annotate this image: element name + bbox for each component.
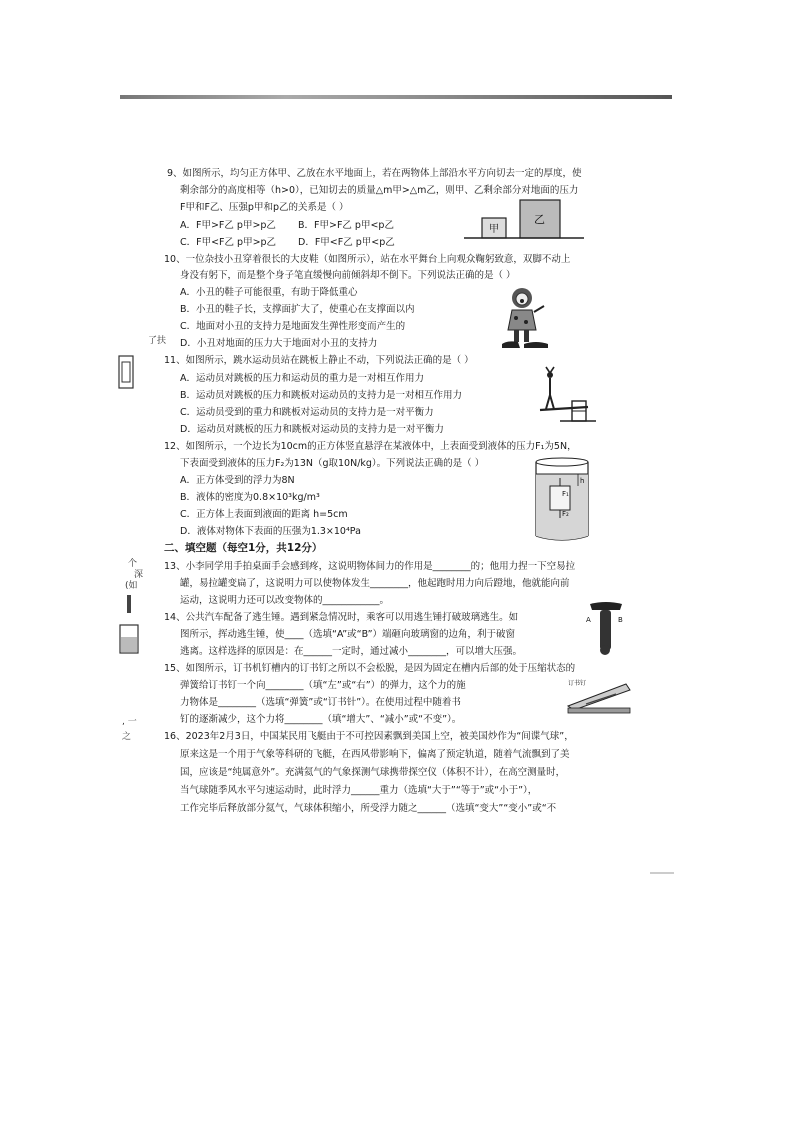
label-a: A [586,616,591,624]
diver-figure [538,365,598,425]
section-2-heading: 二、填空题（每空1分，共12分） [164,542,323,554]
question-12-option-a: A．正方体受到的浮力为8N [180,475,295,486]
question-11-option-d: D．运动员对跳板的压力和跳板对运动员的支持力是一对平衡力 [180,424,444,435]
question-16-text: 工作完毕后释放部分氦气，气球体积缩小，所受浮力随之______（选填“变大”“变小”或“不 [180,803,557,814]
question-13-text: 罐，易拉罐变扁了，这说明力可以使物体发生________，他起跑时用力向后蹬地，他就能向前 [180,578,570,589]
question-11-option-b: B．运动员对跳板的压力和跳板对运动员的支持力是一对相互作用力 [180,390,463,401]
stapler-label: 订书钉 [568,680,587,687]
question-9-option-a: A．F甲>F乙 p甲>p乙 [180,220,276,231]
question-10-option-d: D．小丑对地面的压力大于地面对小丑的支持力 [180,338,378,349]
question-10-option-c: C．地面对小丑的支持力是地面发生弹性形变而产生的 [180,321,406,332]
escape-hammer-figure [586,600,626,656]
f1-label: F₁ [562,490,569,498]
clown-figure [498,286,554,350]
margin-fragment: (如 [125,581,138,591]
scan-top-edge [120,95,672,99]
question-9-option-c: C．F甲<F乙 p甲>p乙 [180,237,277,248]
cubes-figure [462,196,590,242]
question-11-option-c: C．运动员受到的重力和跳板对运动员的支持力是一对平衡力 [180,407,434,418]
margin-fragment: 了扶 [148,336,167,346]
question-13-text: 运动，这说明力还可以改变物体的____________。 [180,595,390,606]
question-11-text: 11、如图所示，跳水运动员站在跳板上静止不动，下列说法正确的是（ ） [164,355,474,366]
margin-fragment: , 一 [122,717,137,727]
question-12-text: 下表面受到液体的压力F₂为13N（g取10N/kg）。下列说法正确的是（ ） [180,458,485,469]
question-14-text: 14、公共汽车配备了逃生锤。遇到紧急情况时，乘客可以用逃生锤打破玻璃逃生。如 [164,612,519,623]
margin-partial-figure [118,595,140,655]
question-13-text: 13、小李同学用手拍桌面手会感到疼，这说明物体间力的作用是________的；他用力捏一下空易拉 [164,561,576,572]
question-14-text: 图所示，挥动逃生锤，使____（选填“A”或“B”）端砸向玻璃窗的边角，利于破窗 [180,629,516,640]
question-16-text: 16、2023年2月3日，中国某民用飞艇由于不可控因素飘到美国上空，被美国炒作为“间谍气球”， [164,731,574,742]
cube-jia-label: 甲 [489,224,499,235]
label-b: B [618,616,623,624]
question-15-text: 弹簧给订书钉一个向________（填“左”或“右”）的弹力，这个力的施 [180,680,466,691]
question-15-text: 15、如图所示，订书机钉槽内的订书钉之所以不会松脱，是因为固定在槽内后部的处于压缩状态的 [164,663,576,674]
margin-fragment: 个 [128,559,138,569]
scan-mark [650,872,674,874]
submerged-cube-figure [532,456,594,544]
f2-label: F₂ [562,510,569,518]
stapler-figure [566,676,632,716]
question-9-option-b: B．F甲>F乙 p甲<p乙 [298,220,394,231]
question-12-text: 12、如图所示，一个边长为10cm的正方体竖直悬浮在某液体中，上表面受到液体的压力F₁为5N， [164,441,577,452]
question-9-text: 剩余部分的高度相等（h>0），已知切去的质量△m甲>△m乙，则甲、乙剩余部分对地面的压力 [180,185,579,196]
question-10-text: 身没有躬下，而是整个身子笔直缓慢向前倾斜却不倒下。下列说法正确的是（ ） [180,270,516,281]
question-10-text: 10、一位杂技小丑穿着很长的大皮鞋（如图所示），站在水平舞台上向观众鞠躬致意，双脚不动上 [164,254,571,265]
question-14-text: 逃离。这样选择的原因是：在______一定时，通过减小________，可以增大压强。 [180,646,523,657]
question-10-option-b: B．小丑的鞋子长，支撑面扩大了，使重心在支撑面以内 [180,304,415,315]
question-15-text: 力物体是________（选填“弹簧”或“订书针”）。在使用过程中随着书 [180,697,461,708]
question-10-option-a: A．小丑的鞋子可能很重，有助于降低重心 [180,287,358,298]
question-9-option-d: D．F甲<F乙 p甲<p乙 [298,237,395,248]
question-12-option-b: B．液体的密度为0.8×10³kg/m³ [180,492,320,503]
question-12-option-c: C．正方体上表面到液面的距离 h=5cm [180,509,348,520]
question-16-text: 国，应该是“纯属意外”。充满氦气的气象探测气球携带探空仪（体积不计），在高空测量时， [180,767,566,778]
question-16-text: 当气球随季风水平匀速运动时，此时浮力______重力（选填“大于”“等于”或“小于”）， [180,785,538,796]
question-9-text: 9、如图所示，均匀正方体甲、乙放在水平地面上，若在两物体上部沿水平方向切去一定的厚度，使 [167,168,582,179]
question-12-option-d: D．液体对物体下表面的压强为1.3×10⁴Pa [180,526,361,537]
cube-yi-label: 乙 [534,213,545,226]
h-label: h [580,477,585,485]
margin-fragment: 之 [122,732,132,742]
question-9-text: F甲和F乙、压强p甲和p乙的关系是（ ） [180,202,349,213]
question-16-text: 原来这是一个用于气象等科研的飞艇，在西风带影响下，偏离了预定轨道，随着气流飘到了美 [180,749,570,760]
question-11-option-a: A．运动员对跳板的压力和运动员的重力是一对相互作用力 [180,373,424,384]
question-15-text: 钉的逐渐减少，这个力将________（填“增大”、“减小”或“不变”）。 [180,714,462,725]
margin-fragment: 深 [134,570,144,580]
margin-partial-figure [118,352,134,392]
